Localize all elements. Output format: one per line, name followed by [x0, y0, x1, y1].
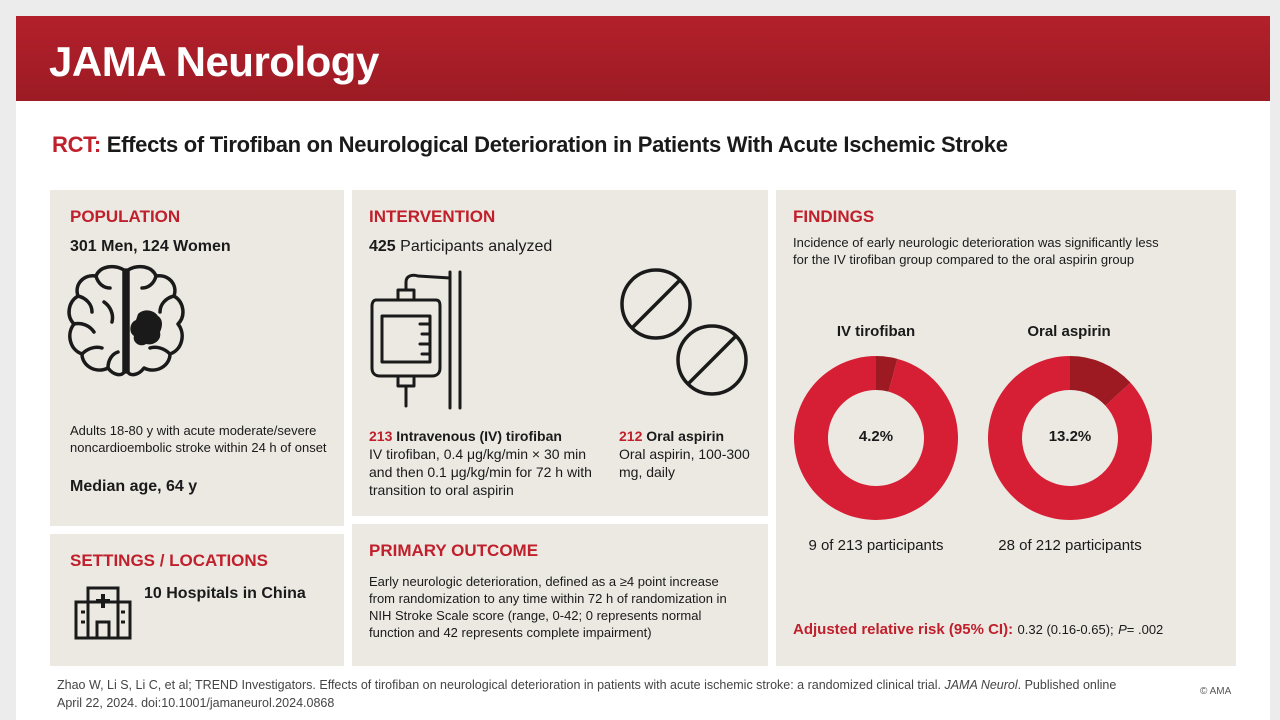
hospital-icon	[74, 584, 132, 640]
lesion	[130, 310, 162, 345]
participants-count: 425	[369, 238, 396, 255]
rr-label: Adjusted relative risk (95% CI):	[793, 621, 1014, 638]
oral-label: Oral aspirin	[646, 428, 725, 444]
oral-arm	[619, 427, 759, 481]
citation-journal: JAMA Neurol	[944, 678, 1018, 692]
title-text: Effects of Tirofiban on Neurological Deterioration in Patients With Acute Ischemic Stroke	[106, 132, 1008, 157]
donut-1-title: IV tirofiban	[836, 323, 916, 340]
findings-title: FINDINGS	[793, 207, 875, 226]
median-age: Median age, 64 y	[70, 478, 198, 495]
iv-bag-icon	[366, 268, 476, 412]
donut-2-value: 13.2%	[1048, 428, 1092, 445]
citation	[57, 676, 1137, 712]
population-title: POPULATION	[70, 207, 181, 226]
oral-count: 212	[619, 428, 643, 444]
iv-label: Intravenous (IV) tirofiban	[396, 428, 562, 444]
population-description: Adults 18-80 y with acute moderate/severe noncardioembolic stroke within 24 h of onset	[70, 423, 327, 455]
population-counts: 301 Men, 124 Women	[70, 238, 231, 255]
brain-icon	[64, 262, 188, 380]
citation-authors: Zhao W, Li S, Li C, et al; TREND Investigators. Effects of tirofiban on neurological deterioration in patients with acute ischemic stroke: a randomized clinical trial.	[57, 678, 941, 692]
iv-count: 213	[369, 428, 393, 444]
participants-analyzed	[369, 238, 552, 256]
participants-label: Participants analyzed	[400, 238, 553, 255]
p-label: P	[1118, 622, 1127, 637]
findings-text: Incidence of early neurologic deterioration was significantly less for the IV tirofiban group compared to the oral aspirin group	[793, 235, 1159, 267]
journal-title: JAMA Neurology	[49, 38, 379, 85]
citation-rest: . Published online April 22, 2024. doi:10.1001/jamaneurol.2024.0868	[57, 678, 1117, 710]
oral-detail: Oral aspirin, 100-300 mg, daily	[619, 446, 750, 480]
outcome-text: Early neurologic deterioration, defined as a ≥4 point increase from randomization to any time within 72 h of randomization in NIH Stroke Scale score (range, 0-42; 0 represents normal function and 42 represents complete impairment)	[369, 574, 727, 640]
donut-1-value: 4.2%	[858, 428, 894, 445]
relative-risk	[793, 621, 1223, 639]
iv-arm	[369, 427, 609, 499]
copyright: © AMA	[1200, 686, 1232, 697]
settings-title: SETTINGS / LOCATIONS	[70, 551, 269, 570]
donut-1-caption: 9 of 213 participants	[808, 537, 944, 554]
intervention-title: INTERVENTION	[369, 207, 496, 226]
donut-2-caption: 28 of 212 participants	[998, 537, 1142, 554]
page-title	[52, 132, 1008, 158]
outcome-title: PRIMARY OUTCOME	[369, 541, 539, 560]
pill-icon	[616, 266, 750, 400]
iv-detail: IV tirofiban, 0.4 μg/kg/min × 30 min and then 0.1 μg/kg/min for 72 h with transition to oral aspirin	[369, 446, 592, 498]
rr-value: 0.32 (0.16-0.65);	[1017, 622, 1114, 637]
title-prefix: RCT:	[52, 132, 101, 157]
p-value: = .002	[1126, 622, 1164, 637]
settings-text: 10 Hospitals in China	[144, 585, 306, 602]
donut-2-title: Oral aspirin	[1027, 323, 1111, 340]
